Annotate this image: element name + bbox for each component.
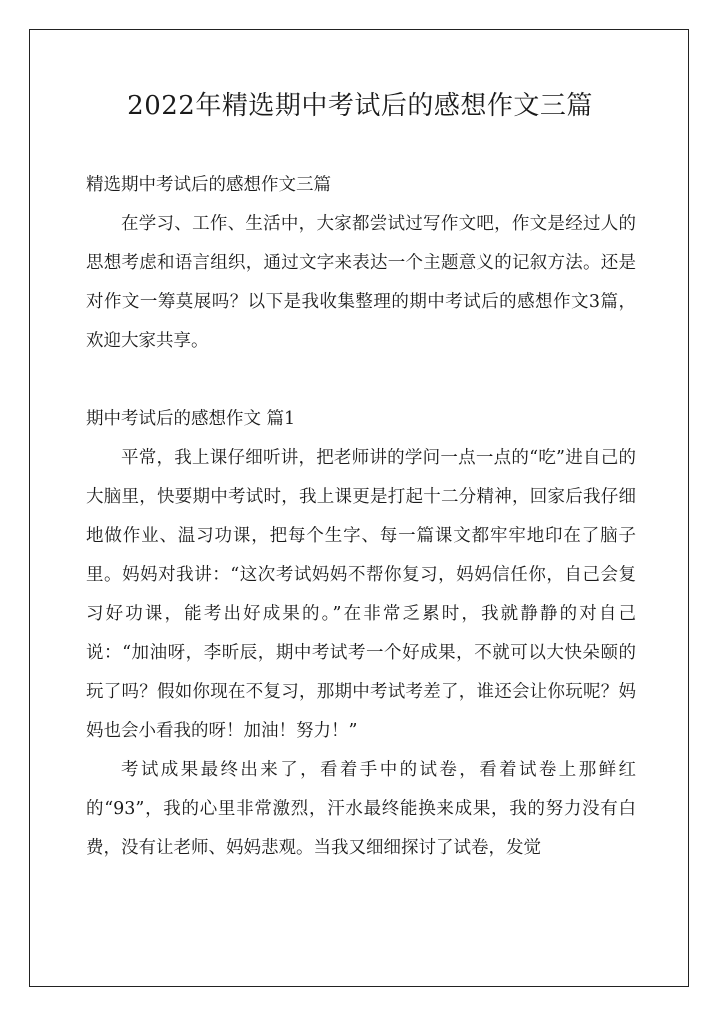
body-paragraph: 平常，我上课仔细听讲，把老师讲的学问一点一点的“吃”进自己的大脑里，快要期中考试时，我上课更是打起十二分精神，回家后我仔细地做作业、温习功课，把每个生字、每一篇课文都牢牢地印在了脑子里。妈妈对我讲：“这次考试妈妈不帮你复习，妈妈信任你，自己会复习好功课，能考出好成果的。”在非常乏累时，我就静静的对自己说：“加油呀，李昕辰，期中考试考一个好成果，不就可以大快朵颐的玩了吗？假如你现在不复习，那期中考试考差了，谁还会让你玩呢？妈妈也会小看我的呀！加油！努力！” [86,448,636,741]
section-heading: 期中考试后的感想作文 篇1 [86,409,296,429]
document-title: 2022年精选期中考试后的感想作文三篇 [127,91,593,121]
intro-paragraph: 在学习、工作、生活中，大家都尝试过写作文吧，作文是经过人的思想考虑和语言组织，通过文字来表达一个主题意义的记叙方法。还是对作文一筹莫展吗？以下是我收集整理的期中考试后的感想作文3篇，欢迎大家共享。 [86,214,636,351]
paragraph-spacer [86,361,636,400]
document-subtitle: 精选期中考试后的感想作文三篇 [86,175,331,195]
document-body [86,166,636,868]
body-paragraph: 考试成果最终出来了，看着手中的试卷，看着试卷上那鲜红的“93”，我的心里非常激烈，汗水最终能换来成果，我的努力没有白费，没有让老师、妈妈悲观。当我又细细探讨了试卷，发觉 [86,760,636,858]
